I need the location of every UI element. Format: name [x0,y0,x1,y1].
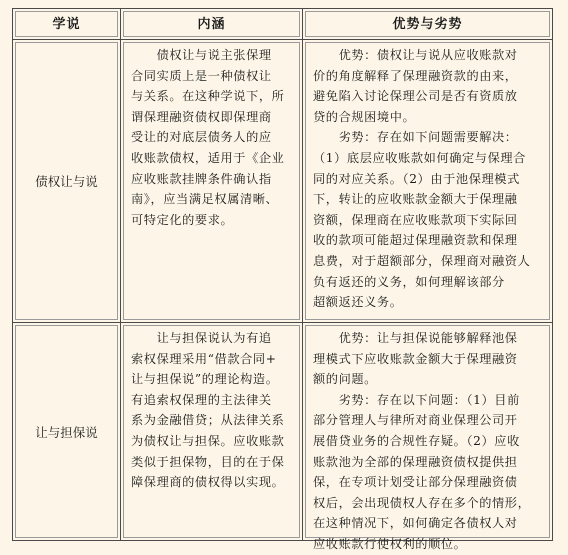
theory-name-cell [13,323,121,541]
theory-name: 让与担保说 [15,325,118,538]
table-row [13,323,553,541]
connotation-cell [121,323,303,541]
theory-comparison-table [12,8,553,551]
pros-cons-cell [303,40,553,323]
connotation-text: 让与担保说认为有追 索权保理采用“借款合同+ 让与担保说”的理论构造。 有追索权保理的主法律关 系为金融借贷；从法律关系 为债权让与担保。应收账款 类似于担保物，目的在于保 障保理商的债权得以实现。 [131,331,285,490]
theory-name: 债权让与说 [15,42,118,320]
header-pros-cons-label: 优势与劣势 [305,11,550,37]
disadvantage-text: 劣势：存在如下问题需要解决： （1）底层应收账款如何确定与保理合 同的对应关系。（2）由于池保理模式 下，转让的应收账款金额大于保理融 资额，保理商在应收账款项下实际回 收的款项可能超过保理融资款和保理 息费，对于超额部分，保理商对融资人 负有返还的义务，如何理解该部分 超额返还义务。 [313,130,531,310]
header-cell-theory [13,9,121,40]
table-row [13,40,553,323]
advantage-text: 优势：债权让与说从应收账款对 价的角度解释了保理融资款的由来， 避免陷入讨论保理公司是否有资质放 贷的合规困境中。 [313,48,518,124]
connotation-text: 债权让与说主张保理 合同实质上是一种债权让 与关系。在这种学说下，所 谓保理融资债权即保理商 受让的对底层债务人的应 收账款债权，适用于《企业 应收账款挂牌条件确认指 南》，应当满足权属清晰、 可特定化的要求。 [131,48,285,227]
advantage-text: 优势：让与担保说能够解释池保 理模式下应收账款金额大于保理融资 额的问题。 [313,331,518,387]
header-cell-connotation [121,9,303,40]
header-cell-pros-cons [303,9,553,40]
connotation-cell [121,40,303,323]
theory-name-cell [13,40,121,323]
header-theory-label: 学说 [15,11,118,37]
table-header-row [13,9,553,40]
pros-cons-cell [303,323,553,551]
disadvantage-text: 劣势：存在以下问题：（1）目前 部分管理人与律所对商业保理公司开 展借贷业务的合规性存疑。（2）应收 账款池为全部的保理融资债权提供担 保，在专项计划受让部分保理融资债 权后，会出现债权人存在多个的情形， 在这种情况下，如何确定各债权人对 应收账款行使权利的顺位。 [313,392,531,551]
header-connotation-label: 内涵 [123,11,300,37]
